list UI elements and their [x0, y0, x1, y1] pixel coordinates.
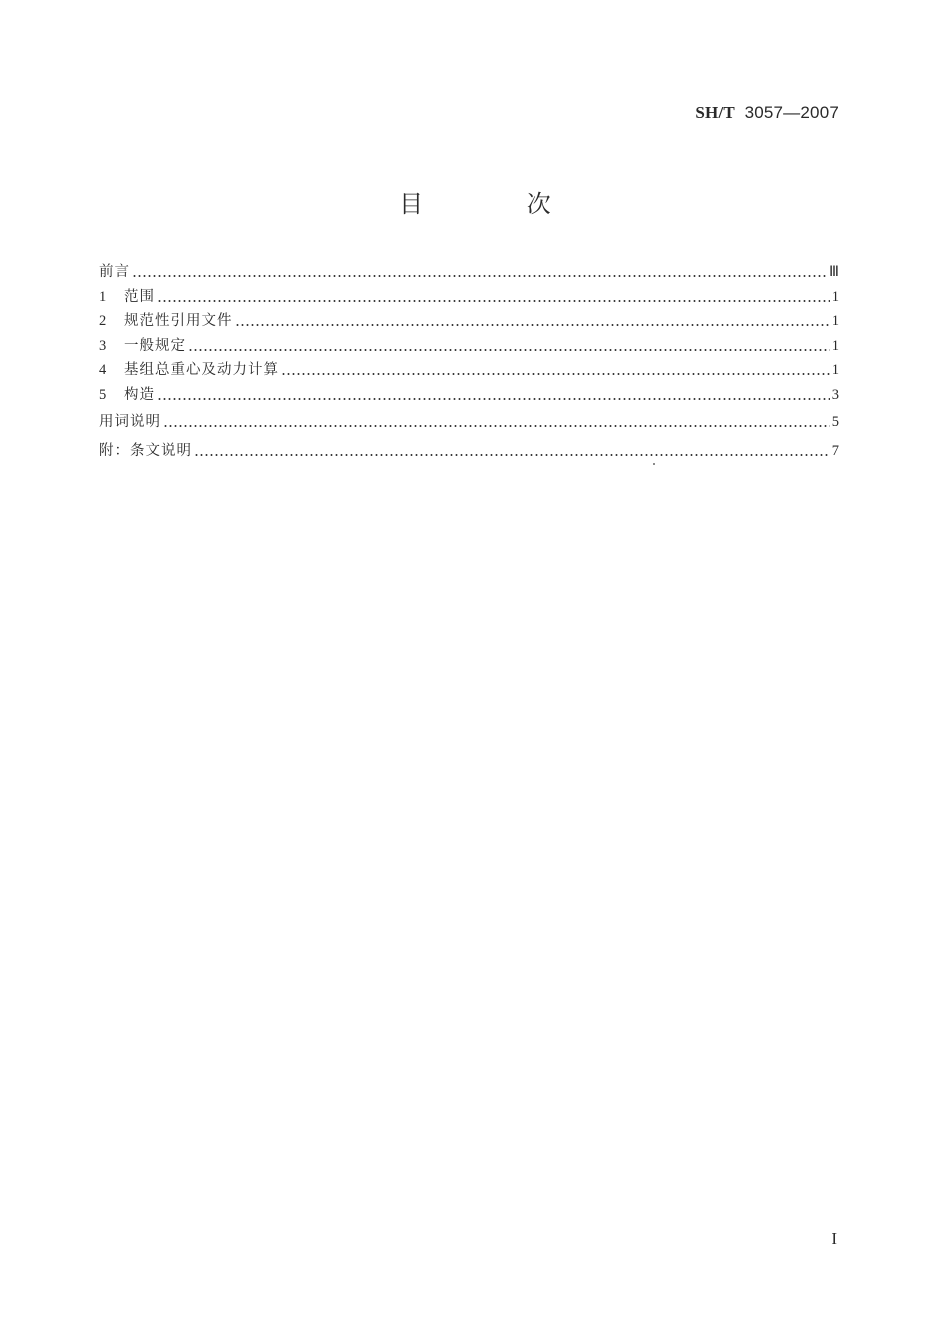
toc-entry-label: 基组总重心及动力计算 — [124, 362, 279, 378]
toc-entry-number: 5 — [99, 387, 107, 403]
toc-entry-construction[interactable] — [99, 384, 839, 406]
toc-entry-label: 规范性引用文件 — [124, 313, 233, 329]
toc-entry-page: 1 — [831, 289, 839, 305]
dot-leader — [132, 275, 827, 277]
toc-entry-page: 1 — [831, 362, 839, 378]
toc-entry-label: 用词说明 — [99, 414, 161, 430]
toc-entry-number: 1 — [99, 289, 107, 305]
toc-entry-number: 2 — [99, 313, 107, 329]
toc-entry-page: Ⅲ — [829, 264, 839, 280]
dot-leader — [281, 373, 830, 375]
toc-title: 目 次 — [399, 190, 599, 218]
dot-leader — [157, 300, 830, 302]
dot-leader — [163, 425, 830, 427]
toc-entry-label: 附：条文说明 — [99, 443, 192, 459]
toc-entry-normative-references[interactable] — [99, 310, 839, 332]
toc-entry-page: 1 — [831, 313, 839, 329]
toc-entry-label: 范围 — [124, 289, 155, 305]
toc-entry-wording-explanation[interactable] — [99, 411, 839, 433]
dot-leader — [188, 349, 830, 351]
toc-entry-foreword[interactable] — [99, 261, 839, 283]
toc-entry-general-provisions[interactable] — [99, 335, 839, 357]
dot-leader — [235, 324, 830, 326]
toc-entry-label: 构造 — [124, 387, 155, 403]
toc-entry-number: 3 — [99, 338, 107, 354]
toc-entry-dynamic-calculation[interactable] — [99, 359, 839, 381]
toc-entry-page: 5 — [831, 414, 839, 430]
standard-number — [695, 103, 839, 123]
toc-entry-page: 7 — [831, 443, 839, 459]
page-number: I — [831, 1229, 837, 1248]
dot-leader — [157, 398, 830, 400]
dot-leader — [194, 454, 830, 456]
toc-entry-label: 前言 — [99, 264, 130, 280]
toc-entry-page: 3 — [831, 387, 839, 403]
scan-speck — [653, 463, 655, 465]
toc-entry-scope[interactable] — [99, 286, 839, 308]
toc-entry-page: 1 — [831, 338, 839, 354]
toc-entry-clause-explanation[interactable] — [99, 440, 839, 462]
toc-entry-label: 一般规定 — [124, 338, 186, 354]
toc-entry-number: 4 — [99, 362, 107, 378]
standard-code: SH/T — [695, 103, 735, 122]
standard-year-number: 3057—2007 — [744, 103, 839, 122]
